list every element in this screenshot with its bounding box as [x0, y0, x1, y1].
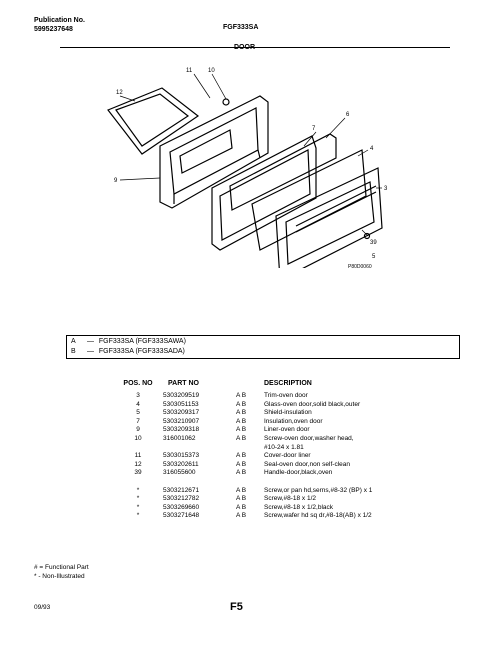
callout-4: 4	[370, 146, 374, 152]
row-description: Shield-insulation	[264, 409, 312, 417]
row-description: Liner-oven door	[264, 426, 310, 434]
row-pos: 9	[136, 426, 140, 434]
row-models: A B	[236, 469, 247, 477]
functional-part-note: # = Functional Part	[34, 564, 89, 571]
legend-key: B	[71, 348, 76, 355]
row-models: A B	[236, 495, 247, 503]
row-pos: 39	[134, 469, 142, 477]
row-part-number: 316055600	[163, 469, 196, 477]
row-description: Trim-oven door	[264, 392, 308, 399]
legend-sep: —	[86, 348, 94, 355]
publication-label: Publication No.	[34, 17, 85, 24]
section-title: DOOR	[234, 44, 255, 51]
callout-5: 5	[372, 254, 376, 260]
non-illustrated-note: * - Non-Illustrated	[34, 573, 85, 580]
header-desc: DESCRIPTION	[264, 380, 312, 387]
part-liner	[160, 96, 268, 208]
row-pos: 7	[136, 417, 140, 425]
row-models: A B	[236, 417, 247, 425]
callout-39: 39	[370, 240, 377, 246]
row-models: A B	[236, 392, 247, 399]
row-part-number: 5303015373	[163, 452, 200, 460]
header-part: PART NO	[168, 380, 199, 387]
callout-12: 12	[116, 90, 123, 96]
row-models: A B	[236, 400, 247, 408]
row-pos: *	[136, 512, 140, 520]
callout-11: 11	[186, 68, 193, 74]
callout-10: 10	[208, 68, 215, 74]
row-part-number: 5303271648	[163, 512, 200, 520]
model-number: FGF333SA	[223, 24, 259, 31]
row-part-number: 5303269660	[163, 503, 200, 511]
row-description: Glass-oven door,solid black,outer	[264, 400, 361, 408]
legend-text: FGF333SA (FGF333SAWA)	[98, 338, 186, 345]
row-description: Cover-door liner	[264, 452, 311, 460]
legend-row-a	[71, 337, 455, 347]
row-description: Screw,or pan hd,serns,#8-32 (BP) x 1	[264, 486, 373, 494]
row-part-number: 5303212671	[163, 486, 200, 494]
legend-row-b	[71, 347, 455, 357]
callout-9: 9	[114, 178, 118, 184]
row-part-number: 5303209317	[163, 409, 200, 417]
date: 09/93	[34, 604, 51, 611]
page-number: F5	[230, 601, 243, 613]
door-exploded-diagram	[90, 58, 400, 268]
row-pos: 10	[134, 434, 142, 442]
row-part-number: 316001062	[163, 434, 196, 442]
legend-text: FGF333SA (FGF333SADA)	[98, 348, 185, 355]
row-description: Seal-oven door,non self-clean	[264, 460, 351, 468]
row-models: A B	[236, 426, 247, 434]
row-models: A B	[236, 486, 247, 494]
row-models: A B	[236, 434, 247, 442]
row-pos: 12	[134, 460, 142, 468]
row-part-number: 5303209519	[163, 392, 200, 399]
row-models: A B	[236, 452, 247, 460]
legend-key: A	[71, 338, 76, 345]
row-models: A B	[236, 460, 247, 468]
row-part-number: 5303210907	[163, 417, 200, 425]
header-pos: POS. NO	[123, 380, 153, 387]
row-pos: *	[136, 495, 140, 503]
part-insulation	[212, 136, 316, 250]
part-trim	[276, 168, 382, 268]
row-description: Screw,#8-18 x 1/2,black	[264, 503, 334, 511]
row-description: Screw,#8-18 x 1/2	[264, 495, 317, 503]
row-part-number: 5303209318	[163, 426, 200, 434]
row-part-number: 5303051153	[163, 400, 199, 408]
row-part-number: 5303212782	[163, 495, 200, 503]
row-description: Insulation,oven door	[264, 417, 323, 425]
part-shield	[230, 134, 336, 210]
row-pos: *	[136, 486, 140, 494]
row-description: Handle-door,black,oven	[264, 469, 333, 477]
title-rule	[60, 47, 450, 48]
callout-7: 7	[312, 126, 316, 132]
row-models: A B	[236, 512, 247, 520]
callout-3: 3	[384, 186, 388, 192]
row-part-number: 5303202611	[163, 460, 199, 468]
row-pos: 4	[136, 400, 140, 408]
legend-sep: —	[86, 338, 94, 345]
figure-code: P80D0060	[348, 264, 372, 268]
publication-number: 5995237648	[34, 26, 73, 33]
row-models: A B	[236, 409, 247, 417]
row-pos: 11	[134, 452, 142, 460]
row-pos: 3	[136, 392, 140, 399]
callout-6: 6	[346, 112, 350, 118]
row-description: #10-24 x 1.81	[264, 443, 304, 451]
row-pos: *	[136, 503, 140, 511]
row-description: Screw,wafer hd sq dr,#8-18(AB) x 1/2	[264, 512, 372, 520]
row-description: Screw-oven door,washer head,	[264, 434, 354, 442]
model-legend	[66, 335, 460, 359]
row-pos: 5	[136, 409, 140, 417]
row-models: A B	[236, 503, 247, 511]
